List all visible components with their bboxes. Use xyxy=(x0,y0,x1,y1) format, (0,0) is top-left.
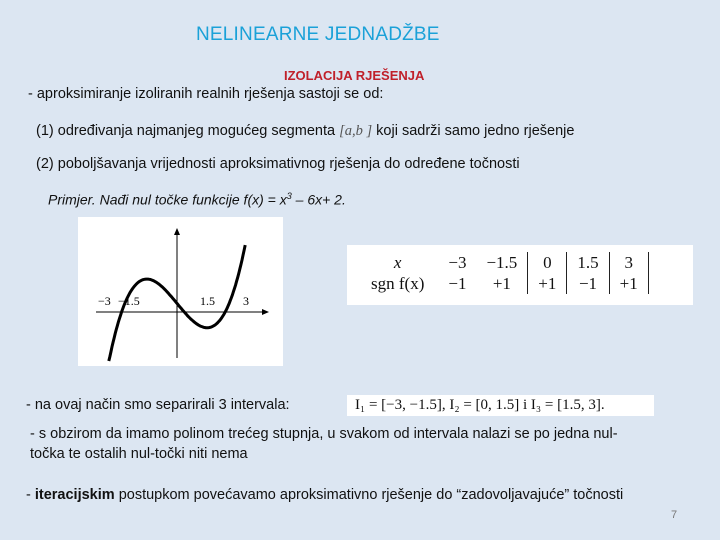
iteration-bold: iteracijskim xyxy=(34,487,115,503)
cell: +1 xyxy=(609,273,648,294)
example-text xyxy=(48,191,346,208)
cubic-plot xyxy=(78,217,283,366)
slide-subtitle: IZOLACIJA RJEŠENJA xyxy=(284,68,425,83)
row-label-sgn: sgn f(x) xyxy=(371,274,425,293)
svg-text:−3: −3 xyxy=(98,294,111,308)
cell: −1 xyxy=(567,273,609,294)
example-exponent: 3 xyxy=(286,191,292,201)
cell: 3 xyxy=(609,252,648,273)
example-post: – 6x+ 2. xyxy=(291,191,346,208)
table-row-sgn xyxy=(361,273,648,294)
table-row-x xyxy=(361,252,648,273)
cell: −1.5 xyxy=(476,252,527,273)
function-graph xyxy=(78,217,283,366)
polynomial-note-line-1: - s obzirom da imamo polinom trećeg stupnja, u svakom od intervala nalazi se po jedna nul- xyxy=(30,426,618,442)
cell: 1.5 xyxy=(567,252,609,273)
svg-text:3: 3 xyxy=(243,294,249,308)
iteration-text xyxy=(26,487,623,503)
step-1-post: koji sadrži samo jedno rješenje xyxy=(372,123,575,139)
page-number: 7 xyxy=(671,509,678,521)
step-1-text xyxy=(36,123,574,140)
intro-text: - aproksimiranje izoliranih realnih rješenja sastoji se od: xyxy=(28,86,384,102)
slide-title: NELINEARNE JEDNADŽBE xyxy=(196,24,440,45)
step-1-pre: (1) određivanja najmanjeg mogućeg segmenta xyxy=(36,123,340,139)
row-label-x: x xyxy=(393,253,402,272)
polynomial-note-line-2: točka te ostalih nul-točki niti nema xyxy=(30,446,248,462)
intervals-formula: I₁ = [−3, −1.5], I₂ = [0, 1.5] i I₃ = [1.5, 3]. xyxy=(347,395,654,416)
cell: 0 xyxy=(528,252,567,273)
iteration-post: postupkom povećavamo aproksimativno rješenje do “zadovoljavajuće” točnosti xyxy=(114,487,624,503)
iteration-pre: - xyxy=(26,487,35,503)
intervals-text: - na ovaj način smo separirali 3 intervala: xyxy=(26,397,290,413)
segment-notation: [a,b ] xyxy=(339,123,373,139)
step-2-text: (2) poboljšavanja vrijednosti aproksimativnog rješenja do određene točnosti xyxy=(36,156,520,172)
cell: +1 xyxy=(528,273,567,294)
svg-text:−1.5: −1.5 xyxy=(118,294,140,308)
cell: −3 xyxy=(448,253,467,272)
example-pre: Primjer. Nađi nul točke funkcije f(x) = x xyxy=(48,191,287,208)
cell: +1 xyxy=(476,273,527,294)
svg-text:1.5: 1.5 xyxy=(200,294,215,308)
sign-table xyxy=(347,245,693,305)
cell: −1 xyxy=(448,274,467,293)
